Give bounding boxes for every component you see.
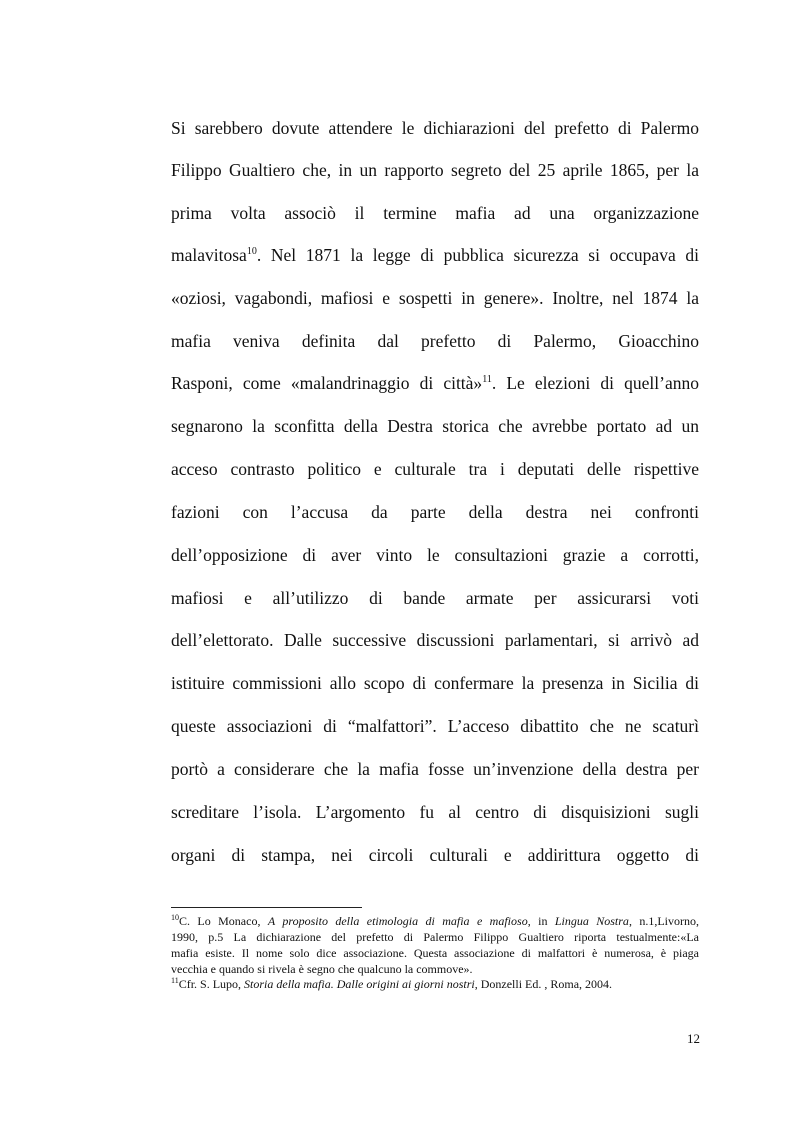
line-text: «oziosi, vagabondi, mafiosi e sospetti in genere». Inoltre, nel 1874 la xyxy=(171,288,699,308)
line-text: . Le elezioni di quell’anno xyxy=(491,373,699,393)
body-line xyxy=(171,543,699,567)
body-line xyxy=(171,414,699,438)
line-text: mafia veniva definita dal prefetto di Palermo, Gioacchino xyxy=(171,331,699,351)
line-text: segnarono la sconfitta della Destra storica che avrebbe portato ad un xyxy=(171,416,699,436)
line-text: acceso contrasto politico e culturale tra i deputati delle rispettive xyxy=(171,459,699,479)
line-text: queste associazioni di “malfattori”. L’acceso dibattito che ne scaturì xyxy=(171,716,699,736)
footnote-title: A proposito della etimologia di mafia e mafioso xyxy=(267,914,528,928)
footnote-text: vecchia e quando si rivela è segno che qualcuno la commove». xyxy=(171,962,473,976)
footnote-number: 11 xyxy=(171,976,179,985)
footnote-ref-11: 11 xyxy=(482,374,492,386)
body-line xyxy=(171,116,699,140)
footnote-text: , in xyxy=(527,914,555,928)
line-text: malavitosa xyxy=(171,245,247,265)
page-number: 12 xyxy=(687,1031,700,1046)
body-line xyxy=(171,500,699,524)
line-text: . Nel 1871 la legge di pubblica sicurezza si occupava di xyxy=(256,245,699,265)
footnote-text: , n.1,Livorno, xyxy=(628,914,700,928)
body-line xyxy=(171,757,699,781)
line-text: prima volta associò il termine mafia ad una organizzazione xyxy=(171,203,699,223)
body-line xyxy=(171,243,699,267)
body-line xyxy=(171,286,699,310)
body-line xyxy=(171,843,699,867)
body-line xyxy=(171,371,699,395)
line-text: dell’elettorato. Dalle successive discussioni parlamentari, si arrivò ad xyxy=(171,630,699,650)
footnote-number: 10 xyxy=(171,913,179,922)
footnote-text: Cfr. S. Lupo, xyxy=(178,977,245,991)
footnote-journal: Lingua Nostra xyxy=(554,914,629,928)
footnote-11-line xyxy=(171,977,699,991)
footnote-10-line xyxy=(171,962,699,976)
line-text: mafiosi e all’utilizzo di bande armate per assicurarsi voti xyxy=(171,588,699,608)
body-line xyxy=(171,800,699,824)
footnote-ref-10: 10 xyxy=(246,246,257,258)
body-line xyxy=(171,586,699,610)
body-line xyxy=(171,714,699,738)
line-text: istituire commissioni allo scopo di confermare la presenza in Sicilia di xyxy=(171,673,699,693)
footnote-10-line xyxy=(171,946,699,960)
footnote-separator xyxy=(171,907,362,908)
footnote-10-line xyxy=(171,914,699,928)
body-line xyxy=(171,457,699,481)
body-line xyxy=(171,201,699,225)
line-text: portò a considerare che la mafia fosse un’invenzione della destra per xyxy=(171,759,699,779)
footnote-text: , Donzelli Ed. , Roma, 2004. xyxy=(474,977,613,991)
line-text: dell’opposizione di aver vinto le consultazioni grazie a corrotti, xyxy=(171,545,699,565)
footnote-text: mafia esiste. Il nome solo dice associazione. Questa associazione di malfattori è numerosa, è piaga xyxy=(171,946,699,960)
line-text: Si sarebbero dovute attendere le dichiarazioni del prefetto di Palermo xyxy=(171,118,699,138)
line-text: screditare l’isola. L’argomento fu al centro di disquisizioni sugli xyxy=(171,802,699,822)
body-line xyxy=(171,158,699,182)
body-line xyxy=(171,628,699,652)
line-text: Rasponi, come «malandrinaggio di città» xyxy=(171,373,483,393)
line-text: fazioni con l’accusa da parte della destra nei confronti xyxy=(171,502,699,522)
body-line xyxy=(171,329,699,353)
line-text: organi di stampa, nei circoli culturali e addirittura oggetto di xyxy=(171,845,699,865)
footnote-10-line xyxy=(171,930,699,944)
line-text: Filippo Gualtiero che, in un rapporto segreto del 25 aprile 1865, per la xyxy=(171,160,699,180)
footnote-title: Storia della mafia. Dalle origini ai giorni nostri xyxy=(244,977,475,991)
footnote-text: 1990, p.5 La dichiarazione del prefetto di Palermo Filippo Gualtiero riporta testualmente:«La xyxy=(171,930,699,944)
body-line xyxy=(171,671,699,695)
footnote-text: C. Lo Monaco, xyxy=(179,914,268,928)
